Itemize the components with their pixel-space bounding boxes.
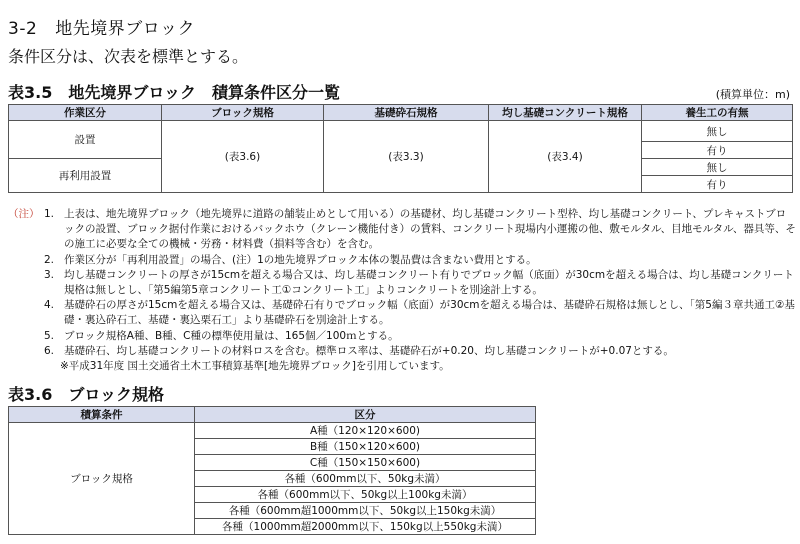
cell-category: 各種（600mm以下、50kg以上100kg未満）	[195, 487, 536, 503]
section-heading	[8, 14, 195, 39]
cell-curing: 有り	[642, 142, 793, 159]
cell-work-install: 設置	[9, 121, 162, 159]
notes-label: （注）	[8, 208, 40, 220]
note-item: 2. 作業区分が「再利用設置」の場合、(注）1の地先境界ブロック本体の製品費は含まない費用とする。	[44, 253, 537, 266]
header-block: ブロック規格	[162, 105, 324, 121]
cell-category: C種（150×150×600)	[195, 455, 536, 471]
intro-text: 条件区分は、次表を標準とする。	[8, 47, 249, 66]
note-item: 4. 基礎砕石の厚さが15cmを超える場合又は、基礎砕石有りでブロック幅（底面）が30cmを超える場合は、基礎砕石規格は無しとし、「第5編３章共通工②基礎・裏込砕石工、基礎・裏込栗石工」より基礎砕石を別途計上する。	[44, 299, 795, 327]
cell-condition: ブロック規格	[9, 423, 195, 535]
reference-note: ※平成31年度 国土交通省土木工事積算基準[地先境界ブロック]を引用しています。	[60, 360, 450, 373]
note-item: （注） 1. 上表は、地先境界ブロック（地先境界に道路の舗装止めとして用いる）の基礎材、均し基礎コンクリート型枠、均し基礎コンクリート、プレキャストブロックの設置、ブロック据付作業におけるバックホウ（クレーン機能付き）の賃料、コンクリート現場内小運搬の他、敷モルタル、目地モルタル、器具等、その施工に必要な全ての機械・労務・材料費（損料等含む）を含む。	[8, 207, 796, 253]
notes	[8, 207, 796, 374]
section-number: 3-2	[8, 19, 38, 39]
cell-category: 各種（1000mm超2000mm以下、150kg以上550kg未満）	[195, 519, 536, 535]
header-stone: 基礎砕石規格	[324, 105, 489, 121]
header-concrete: 均し基礎コンクリート規格	[489, 105, 642, 121]
cell-curing: 無し	[642, 159, 793, 176]
note-item: 3. 均し基礎コンクリートの厚さが15cmを超える場合又は、均し基礎コンクリート有りでブロック幅（底面）が30cmを超える場合は、均し基礎コンクリート規格は無しとし、「第5編第5章コンクリート工①コンクリート工」よりコンクリートを別途計上する。	[44, 268, 794, 297]
header-category: 区分	[195, 407, 536, 423]
cell-category: A種（120×120×600)	[195, 423, 536, 439]
header-work: 作業区分	[9, 105, 162, 121]
cell-category: 各種（600mm超1000mm以下、50kg以上150kg未満）	[195, 503, 536, 519]
section-title: 地先境界ブロック	[55, 19, 195, 39]
cell-category: B種（150×120×600)	[195, 439, 536, 455]
unit-label: (積算単位：m)	[715, 88, 790, 101]
cell-curing: 有り	[642, 176, 793, 193]
cell-category: 各種（600mm以下、50kg未満）	[195, 471, 536, 487]
table-3-5-title: 表3.5 地先境界ブロック 積算条件区分一覧	[8, 83, 341, 102]
note-item: 6. 基礎砕石、均し基礎コンクリートの材料ロスを含む。標準ロス率は、基礎砕石が+0.20、均し基礎コンクリートが+0.07とする。	[44, 344, 674, 357]
table-3-5	[8, 104, 793, 193]
header-curing: 養生工の有無	[642, 105, 793, 121]
cell-block-spec: (表3.6)	[162, 121, 324, 193]
cell-work-reuse: 再利用設置	[9, 159, 162, 193]
cell-curing: 無し	[642, 121, 793, 142]
cell-stone-spec: (表3.3)	[324, 121, 489, 193]
note-item: 5. ブロック規格A種、B種、C種の標準使用量は、165個／100ｍとする。	[44, 329, 399, 342]
cell-concrete-spec: (表3.4)	[489, 121, 642, 193]
header-condition: 積算条件	[9, 407, 195, 423]
table-3-6	[8, 406, 536, 535]
table-3-6-title: 表3.6 ブロック規格	[8, 385, 165, 404]
